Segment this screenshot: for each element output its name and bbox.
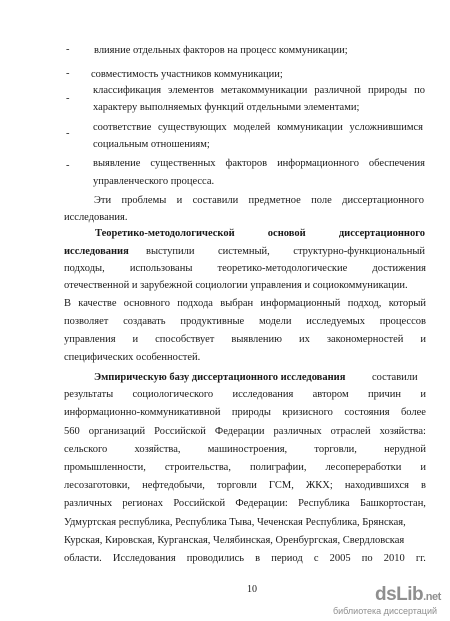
paragraph-line: составили (372, 372, 418, 383)
paragraph-line: выступили системный, структурно-функциональный (146, 246, 425, 257)
paragraph-line: различных регионах Российской Федерации: Республика Башкортостан, (64, 498, 426, 509)
paragraph-line: позволяет создавать продуктивные модели исследуемых процессов (64, 316, 426, 327)
page-number: 10 (247, 584, 257, 595)
bold-lead-text: Эмпирическую базу диссертационного исследования (94, 372, 346, 383)
paragraph-line: промышленности, строительства, полиграфии, лесопереработки и (64, 462, 426, 473)
bold-lead-text: Теоретико-методологической основой диссертационного (95, 228, 425, 239)
bold-lead-text: исследования (64, 246, 129, 257)
bullet-item-text: влияние отдельных факторов на процесс коммуникации; (94, 45, 348, 56)
paragraph-line: подходы, использованы теоретико-методологические достижения (64, 263, 426, 274)
bullet-item-text: совместимость участников коммуникации; (91, 69, 283, 80)
paragraph-line: информационно-коммуникативной природы кризисного состояния более (64, 407, 426, 418)
bullet-marker: - (66, 68, 70, 79)
bullet-marker: - (66, 128, 70, 139)
bullet-marker: - (66, 93, 70, 104)
bullet-item-continuation: характеру выполняемых функций отдельными элементами; (93, 102, 360, 113)
paragraph-line: управления и способствует выявлению их закономерностей и (64, 334, 426, 345)
bullet-item-continuation: социальным отношениям; (93, 139, 210, 150)
paragraph-line: Курская, Кировская, Курганская, Челябинская, Оренбургская, Свердловская (64, 535, 405, 546)
paragraph-line: В качестве основного подхода выбран информационный подход, который (64, 298, 426, 309)
paragraph-line: 560 организаций Российской Федерации различных отраслей хозяйства: (64, 426, 426, 437)
paragraph-line: сельского хозяйства, машиностроения, торговли, нерудной (64, 444, 426, 455)
paragraph-line: исследования. (64, 212, 128, 223)
paragraph-line: Удмуртская республика, Республика Тыва, Чеченская Республика, Брянская, (64, 517, 406, 528)
paragraph-line: специфических особенностей. (64, 352, 201, 363)
watermark (333, 584, 450, 621)
watermark-subtitle: библиотека диссертаций (333, 606, 438, 616)
bullet-item-text: соответствие существующих моделей коммуникации усложнившимся (93, 122, 423, 133)
paragraph-line: области. Исследования проводились в период с 2005 по 2010 гг. (64, 553, 426, 564)
bullet-item-text: классификация элементов метакоммуникации различной природы по (93, 85, 425, 96)
paragraph-line: результаты социологического исследования автором причин и (64, 389, 426, 400)
bullet-item-continuation: управленческого процесса. (93, 176, 215, 187)
paragraph-line: Эти проблемы и составили предметное поле диссертационного (94, 195, 424, 206)
bullet-marker: - (66, 44, 70, 55)
watermark-logo (375, 584, 441, 606)
watermark-logo-suffix: .net (423, 591, 441, 603)
paragraph-line: лесозаготовки, нефтедобычи, торговли ГСМ, ЖКХ; находившихся в (64, 480, 426, 491)
bullet-marker: - (66, 160, 70, 171)
watermark-logo-text: dsLib (375, 584, 424, 605)
paragraph-line: отечественной и зарубежной социологии управления и социокоммуникации. (64, 280, 408, 291)
bullet-item-text: выявление существенных факторов информационного обеспечения (93, 158, 425, 169)
